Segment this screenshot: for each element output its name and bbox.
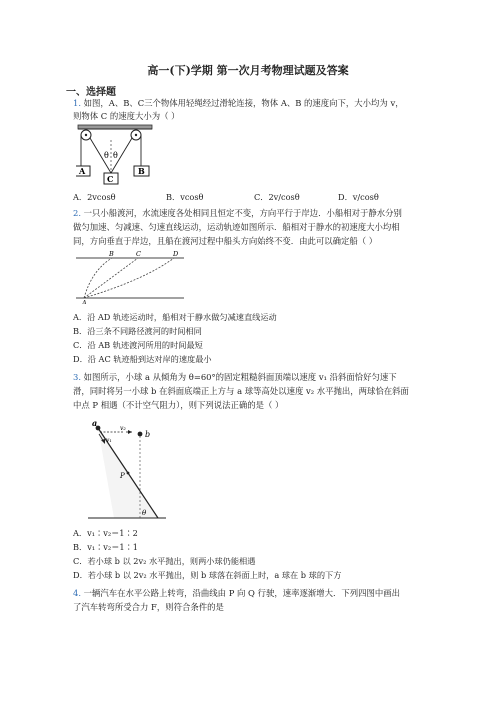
q1-option-d: D．v/cosθ	[338, 192, 379, 202]
q3-option-c: C．若小球 b 以 2v₂ 水平抛出，则两小球仍能相遇	[73, 556, 256, 566]
q3-text-1: 如图所示，小球 a 从倾角为 θ=60°的固定粗糙斜面顶端以速度 v₁ 沿斜面恰好匀速下	[83, 372, 397, 382]
q4-text-2: 了汽车转弯所受合力 F，则符合条件的是	[73, 602, 224, 612]
q3-option-a: A．v₁∶v₂＝1∶2	[73, 528, 138, 538]
q2-text-2: 做匀加速、匀减速、匀速直线运动，运动轨迹如图所示．船相对于静水的初速度大小均相	[73, 222, 400, 232]
q1-label-c: C	[107, 174, 114, 184]
q1-number: 1.	[73, 98, 81, 108]
q3-ball-b	[138, 432, 143, 437]
q2-path-ad	[84, 258, 174, 298]
q2-option-b: B．沿三条不同路径渡河的时间相同	[73, 326, 202, 336]
section-heading: 一、选择题	[66, 87, 116, 98]
q2-text-3: 同，方向垂直于岸边，且船在渡河过程中船头方向始终不变．由此可以确定船（ ）	[73, 236, 378, 246]
q4-line-1	[73, 588, 400, 598]
q2-text-1: 一只小船渡河，水流速度各处相同且恒定不变，方向平行于岸边．小船相对于静水分别	[83, 208, 402, 218]
q1-pulley-figure	[76, 124, 156, 188]
q3-label-v2: v₂	[120, 425, 126, 432]
q3-option-b: B．v₁∶v₂＝1∶1	[73, 542, 139, 552]
q2-label-d: D	[173, 250, 179, 258]
q3-label-theta: θ	[142, 509, 147, 517]
q2-line-1	[73, 208, 402, 218]
q1-line-1	[73, 98, 404, 108]
q3-label-v1: v₁	[106, 437, 112, 444]
q1-theta-right: θ	[113, 151, 118, 160]
q2-label-c: C	[136, 250, 141, 258]
q1-text-1: 如图，A、B、C三个物体用轻绳经过滑轮连接，物体 A、B 的速度向下，大小均为 v，	[83, 98, 404, 108]
q2-option-a: A．沿 AD 轨迹运动时，船相对于静水做匀减速直线运动	[73, 312, 277, 322]
q2-path-ab	[84, 258, 112, 298]
q2-label-b: B	[109, 250, 114, 258]
q3-option-d: D．若小球 b 以 2v₂ 水平抛出，则 b 球落在斜面上时，a 球在 b 球的下方	[73, 570, 342, 580]
q3-number: 3.	[73, 372, 81, 382]
q1-theta-left: θ	[104, 151, 109, 160]
q3-incline-figure	[84, 418, 174, 522]
q3-label-b: b	[145, 430, 151, 439]
q3-label-p: P	[120, 472, 125, 480]
q2-river-figure	[74, 250, 186, 304]
page-title: 高一(下)学期 第一次月考物理试题及答案	[147, 64, 349, 77]
q1-label-b: B	[138, 166, 145, 176]
q3-text-3: 中点 P 相遇（不计空气阻力），则下列说法正确的是（ ）	[73, 400, 284, 410]
q1-option-c: C．2v/cosθ	[254, 192, 300, 202]
q1-option-b: B．vcosθ	[166, 192, 204, 202]
q3-label-a: a	[92, 418, 98, 428]
q1-option-a: A．2vcosθ	[73, 192, 116, 202]
q2-option-c: C．沿 AB 轨迹渡河所用的时间最短	[73, 340, 203, 350]
q4-text-1: 一辆汽车在水平公路上转弯，沿曲线由 P 向 Q 行驶，速率逐渐增大．下列四图中画出	[83, 588, 400, 598]
q2-number: 2.	[73, 208, 81, 218]
q2-label-a: A	[82, 299, 87, 304]
q3-line-1	[73, 372, 397, 382]
q3-text-2: 滑，同时将另一小球 b 在斜面底端正上方与 a 球等高处以速度 v₂ 水平抛出，两球恰在斜面	[73, 386, 409, 396]
q4-number: 4.	[73, 588, 81, 598]
q3-point-p	[127, 472, 130, 475]
q1-ceiling	[78, 125, 152, 129]
q1-text-2: 则物体 C 的速度大小为（ ）	[73, 111, 180, 121]
q2-option-d: D．沿 AC 轨迹船到达对岸的速度最小	[73, 354, 212, 364]
q1-label-a: A	[79, 166, 86, 176]
